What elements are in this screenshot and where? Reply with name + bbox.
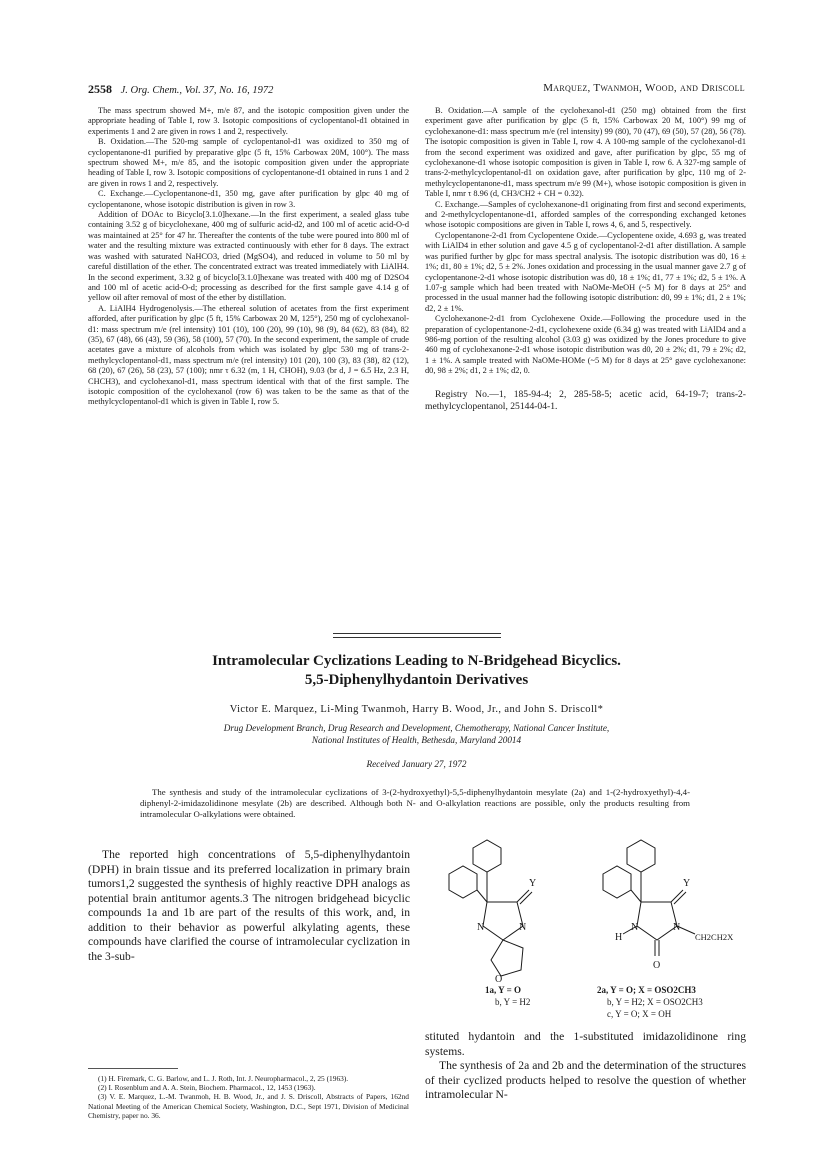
paragraph: C. Exchange.—Cyclopentanone-d1, 350 mg, gave after purification by glpc 40 mg of cyclopentanone, whose isotopic distribution is given in row 3. xyxy=(88,189,409,209)
atom-label: N xyxy=(477,922,485,933)
compound-label: 1a, Y = O xyxy=(485,985,521,995)
paragraph: Addition of DOAc to Bicyclo[3.1.0]hexane.—In the first experiment, a sealed glass tube containing 3.52 g of bicyclohexane, 400 mg of sulfuric acid-d2, and 100 ml of acetic acid-O-d was maintained at 25° for 47 hr. Thereafter the contents of the tube were poured into 800 ml of water and the resulting mixture was extracted continuously with ether for 8 days. The extract was washed with saturated NaHCO3, dried (MgSO4), and reduced in volume to 50 ml by careful distillation of the ether. The concentrated extract was treated immediately with LiAlH4. In the second experiment, 3.32 g of bicyclo[3.1.0]hexane was treated with 400 mg of D2SO4 and 100 ml of acetic acid-O-d; processing as described for the first sample gave 4.14 g of yellow oil after removal of most of the ether by distillation. xyxy=(88,210,409,303)
page-number: 2558 xyxy=(88,82,112,96)
atom-label: H xyxy=(615,932,623,943)
left-column xyxy=(88,106,409,408)
compound-label: b, Y = H2; X = OSO2CH3 xyxy=(607,997,703,1007)
atom-label: O xyxy=(653,960,661,971)
footnote-rule xyxy=(88,1068,178,1069)
affiliation-line: Drug Development Branch, Drug Research and Development, Chemotherapy, National Cancer Institute, xyxy=(223,723,610,733)
compound-label: 2a, Y = O; X = OSO2CH3 xyxy=(597,985,696,995)
paragraph: A. LiAlH4 Hydrogenolysis.—The ethereal solution of acetates from the first experiment afforded, after purification by glpc (5 ft, 15% Carbowax 20 M, 125°), 250 mg of cyclohexanol-d1: mass spectrum m/e (rel intensity) 101 (10), 100 (20), 99 (10), 98 (9), 84 (62), 83 (84), 82 (35), 67 (48), 66 (43), 59 (36), 58 (100), 57 (70). In the second experiment, the sample of crude acetates gave a mixture of alcohols from which was isolated by glpc 530 mg of trans-2-methylcyclopentanol-d1, mass spectrum m/e (rel intensity) 101 (20), 100 (3), 83 (38), 82 (12), 68 (20), 67 (26), 58 (23), 57 (100); nmr τ 6.32 (m, 1 H, CHOH), 9.03 (br d, J = 6.5 Hz, 2.3 H, CHCH3), and cyclohexanol-d1, mass spectrum identical with that of the first sample. The isotopic composition of the cyclohexanol (row 6) was taken to be the same as that of the methylcyclopentanol-d1 which is given in Table I, row 5. xyxy=(88,303,409,407)
paragraph: stituted hydantoin and the 1-substituted imidazolidinone ring systems. xyxy=(425,1030,746,1058)
section-divider xyxy=(333,637,501,638)
paragraph: Cyclohexanone-2-d1 from Cyclohexene Oxide.—Following the procedure used in the preparation of cyclopentanone-2-d1, cyclohexene oxide (6.34 g) was treated with LiAlD4 and a 986-mg portion of the resulting alcohol (3.03 g) was oxidized by the Jones procedure to give 460 mg of cyclohexanone-2-d1 whose isotopic distribution was d0, 20 ± 2%; d1, 79 ± 2%; d2, 1 ± 1%. A sample treated with NaOMe-HOMe (~5 M) for 8 days at 25° gave cyclohexanone: d0, 98 ± 2%; d1, 2 ± 1%; d2, 0. xyxy=(425,314,746,376)
footnote: (3) V. E. Marquez, L.-M. Twanmoh, H. B. Wood, Jr., and J. S. Driscoll, Abstracts of Papers, 162nd National Meeting of the American Chemical Society, Washington, D.C., Sept 1971, Division of Medicinal Chemistry, paper no. 36. xyxy=(88,1092,409,1120)
title-line: Intramolecular Cyclizations Leading to N-Bridgehead Bicyclics. xyxy=(212,653,621,669)
oxazoline-ring xyxy=(491,940,523,976)
journal-citation: J. Org. Chem., Vol. 37, No. 16, 1972 xyxy=(120,85,274,96)
paragraph: B. Oxidation.—A sample of the cyclohexanol-d1 (250 mg) obtained from the first experiment gave after purification by glpc (5 ft, 15% Carbowax 20 M, 100°) 99 mg of cyclohexanone-d1: mass spectrum m/e (rel intensity) 99 (80), 70 (47), 69 (50), 57 (28), 56 (78). The isotopic composition is given in Table I, row 4. A 100-mg sample of the cyclohexanol-d1 from the second experiment was oxidized and gave, after purification by glpc, 55 mg of cyclohexanone-d1 whose isotopic composition is given in Table I, row 6. A 327-mg sample of trans-2-methylcyclopentanol-d1 on oxidation gave, after purification by glpc, 110 mg of 2-methylcyclopentanone-d1, mass spectrum m/e 99 (M+), whose isotopic composition is given in Table I, nmr τ 8.96 (d, CH3/CH2 + CH = 0.32). xyxy=(425,106,746,199)
abstract-text: The synthesis and study of the intramolecular cyclizations of 3-(2-hydroxyethyl)-5,5-diphenylhydantoin mesylate (2a) and 1-(2-hydroxyethyl)-4,4-diphenyl-2-imidazolidinone mesylate (2b) are described. Although both N- and O-alkylation reactions are possible, only the products resulting from intramolecular O-alkylations were obtained. xyxy=(140,787,690,820)
paragraph: The reported high concentrations of 5,5-diphenylhydantoin (DPH) in brain tissue and its preferred localization in primary brain tumors1,2 suggested the synthesis of highly reactive DPH analogs as potential brain antitumor agents.3 The nitrogen bridgehead bicyclic compounds 1a and 1b are part of the results of this work, and, in addition to their behavior as powerful alkylating agents, these compounds have clarified the course of intramolecular cyclization in the 3-sub- xyxy=(88,848,410,963)
paragraph: B. Oxidation.—The 520-mg sample of cyclopentanol-d1 was oxidized to 350 mg of cyclopentanone-d1 purified by preparative glpc (5 ft, 15% Carbowax 20M, 100°). The mass spectrum showed M+, m/e 85, and the isotopic composition given under the appropriate heading of Table I, row 3. Isotopic compositions of cyclopentanone-d1 obtained in runs 1 and 2 are given in rows 1 and 2, respectively. xyxy=(88,137,409,188)
right-column-continuation xyxy=(425,1030,746,1103)
abstract xyxy=(140,787,690,820)
received-date: Received January 27, 1972 xyxy=(366,759,467,769)
section-divider xyxy=(333,633,501,634)
phenyl-ring xyxy=(603,866,631,898)
atom-label: N xyxy=(673,922,681,933)
compound-label: b, Y = H2 xyxy=(495,997,531,1007)
paragraph: C. Exchange.—Samples of cyclohexanone-d1 originating from first and second experiments, and 2-methylcyclopentanone-d1, afforded samples of the corresponding exchanged ketones whose isotopic compositions are given in Table I, rows 4, 6, and 5, respectively. xyxy=(425,199,746,230)
phenyl-ring xyxy=(449,866,477,898)
running-authors: Marquez, Twanmoh, Wood, and Driscoll xyxy=(543,82,745,94)
introduction xyxy=(88,848,410,964)
footnotes xyxy=(88,1074,409,1120)
paragraph: The synthesis of 2a and 2b and the determination of the structures of their cyclized products helped to resolve the question of whether intramolecular N- xyxy=(425,1059,746,1101)
footnote: (2) I. Rosenblum and A. A. Stein, Biochem. Pharmacol., 12, 1453 (1963). xyxy=(98,1083,316,1093)
author-list: Victor E. Marquez, Li-Ming Twanmoh, Harry B. Wood, Jr., and John S. Driscoll* xyxy=(229,704,604,715)
paragraph: Cyclopentanone-2-d1 from Cyclopentene Oxide.—Cyclopentene oxide, 4.693 g, was treated with LiAlD4 in ether solution and gave 4.5 g of cyclopentanol-2-d1 after distillation. A sample was purified further by glpc for mass spectral analysis. The isotopic distribution was d0, 16 ± 1%; d1, 80 ± 1%; d2, 5 ± 2%. Jones oxidation and processing in the usual manner gave 2.7 g of cyclopentanone-2-d1 whose isotopic distribution was d0, 18 ± 1%; d1, 77 ± 1%; d2, 5 ± 1%. A 1.07-g sample which had been treated with NaOMe-MeOH (~5 M) for 8 days at 25° and processed in the usual manner had the following isotopic distribution: d0, 99 ± 1%; d1, 2 ± 1%; d2, 2 ± 1%. xyxy=(425,230,746,313)
phenyl-ring xyxy=(627,840,655,872)
affiliation-line: National Institutes of Health, Bethesda, Maryland 20014 xyxy=(311,734,522,745)
paragraph: The mass spectrum showed M+, m/e 87, and the isotopic composition given under the appropriate heading of Table I, row 3. Isotopic compositions of cyclopentanol-d1 obtained in experiments 1 and 2 are given in rows 1 and 2, respectively. xyxy=(88,106,409,136)
registry-numbers: Registry No.—1, 185-94-4; 2, 285-58-5; acetic acid, 64-19-7; trans-2-methylcyclopentanol, 25144-04-1. xyxy=(425,388,746,412)
side-chain-label: CH2CH2X xyxy=(695,932,734,942)
chemical-structures xyxy=(425,836,746,1031)
running-header xyxy=(88,82,745,98)
article-title xyxy=(88,652,745,690)
phenyl-ring xyxy=(473,840,501,872)
footnote: (1) H. Firemark, C. G. Barlow, and L. J. Roth, Int. J. Neuropharmacol., 2, 25 (1963). xyxy=(98,1074,349,1083)
compound-label: c, Y = O; X = OH xyxy=(607,1009,672,1019)
atom-label: O xyxy=(495,974,503,985)
imidazolidinone-ring xyxy=(637,902,677,940)
atom-label: Y xyxy=(683,878,691,889)
title-line: 5,5-Diphenylhydantoin Derivatives xyxy=(304,672,529,688)
atom-label: N xyxy=(631,922,639,933)
atom-label: Y xyxy=(529,878,537,889)
atom-label: N xyxy=(519,922,527,933)
affiliation xyxy=(150,723,683,747)
right-column xyxy=(425,106,746,413)
hydantoin-ring xyxy=(483,902,523,940)
